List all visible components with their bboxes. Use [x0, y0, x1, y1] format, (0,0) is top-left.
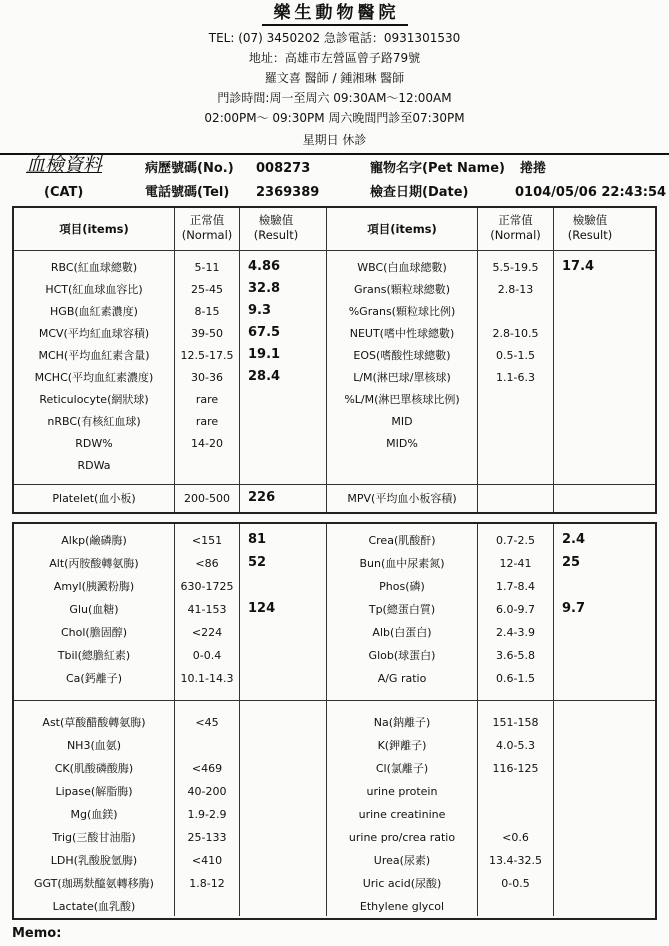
- row-left-result: 4.86: [248, 259, 281, 274]
- tel-value: 2369389: [256, 185, 320, 200]
- row-right-normal: 0-0.5: [501, 877, 530, 890]
- row-left-result: 19.1: [248, 347, 281, 362]
- row-right-item: MID: [391, 415, 413, 428]
- row-right-normal: 1.7-8.4: [496, 580, 535, 593]
- row-left-item: NH3(血氨): [66, 739, 122, 752]
- row-left-normal: 25-45: [191, 283, 223, 296]
- row-left-item: Amyl(胰澱粉脢): [53, 580, 135, 593]
- row-left-normal: 8-15: [194, 305, 220, 318]
- row-right-normal: 2.8-13: [497, 283, 534, 296]
- row-right-item: Grans(顆粒球總數): [353, 283, 451, 296]
- row-left-normal: 1.8-12: [189, 877, 225, 890]
- row-right-item: NEUT(嗜中性球總數): [349, 327, 455, 340]
- row-left-item: Platelet(血小板): [52, 492, 136, 505]
- row-left-item: MCHC(平均血紅素濃度): [34, 371, 154, 384]
- header-row-divider: [14, 250, 655, 251]
- row-right-item: %Grans(顆粒球比例): [348, 305, 456, 318]
- row-left-item: Ast(草酸醋酸轉氨脢): [42, 716, 146, 729]
- row-right-result: 17.4: [562, 259, 595, 274]
- row-right-item: Crea(肌酸酐): [368, 534, 436, 547]
- row-right-normal: 13.4-32.5: [489, 854, 542, 867]
- hospital-address: 地址：高雄市左營區曾子路79號: [248, 51, 421, 65]
- clinic-hours-2: 02:00PM～ 09:30PM 周六晚間門診至07:30PM: [204, 111, 465, 125]
- row-right-normal: 1.1-6.3: [496, 371, 535, 384]
- th-result-right-1: 檢驗值: [572, 213, 608, 227]
- th-normal-right-2: (Normal): [490, 228, 541, 242]
- row-left-normal: <410: [191, 854, 223, 867]
- row-left-normal: <86: [195, 557, 219, 570]
- date-label: 檢查日期(Date): [370, 185, 469, 200]
- row-left-normal: 41-153: [187, 603, 227, 616]
- hospital-phone: TEL: (07) 3450202 急診電話：0931301530: [208, 31, 461, 45]
- row-right-item: EOS(嗜酸性球總數): [353, 349, 451, 362]
- hospital-doctors: 羅文喜 醫師 / 鍾湘琳 醫師: [264, 71, 405, 85]
- row-right-item: Uric acid(尿酸): [362, 877, 442, 890]
- row-right-normal: <0.6: [502, 831, 529, 844]
- row-left-result: 52: [248, 555, 267, 570]
- row-left-normal: <151: [191, 534, 223, 547]
- row-left-item: MCH(平均血紅素含量): [38, 349, 150, 362]
- row-right-item: Phos(磷): [379, 580, 425, 593]
- th-result-left-1: 檢驗值: [258, 213, 294, 227]
- row-right-normal: 116-125: [492, 762, 539, 775]
- row-left-item: Alt(丙胺酸轉氨脢): [49, 557, 139, 570]
- row-right-item: Cl(氯離子): [375, 762, 429, 775]
- th-normal-right-1: 正常值: [498, 213, 533, 227]
- row-left-result: 9.3: [248, 303, 272, 318]
- row-right-item: urine protein: [366, 785, 438, 798]
- row-right-item: Tp(總蛋白質): [368, 603, 436, 616]
- row-right-normal: 12-41: [499, 557, 532, 570]
- row-left-item: HCT(紅血球血容比): [45, 283, 143, 296]
- row-left-item: Chol(膽固醇): [60, 626, 128, 639]
- row-right-item: Ethylene glycol: [359, 900, 445, 913]
- row-left-normal: rare: [195, 415, 219, 428]
- row-left-normal: 10.1-14.3: [180, 672, 234, 685]
- row-left-result: 32.8: [248, 281, 281, 296]
- row-left-normal: 30-36: [191, 371, 223, 384]
- row-right-item: urine pro/crea ratio: [348, 831, 456, 844]
- species-label: (CAT): [44, 185, 84, 200]
- row-left-item: Lactate(血乳酸): [52, 900, 136, 913]
- row-right-normal: 0.5-1.5: [496, 349, 535, 362]
- row-left-result: 81: [248, 532, 267, 547]
- record-no-value: 008273: [256, 161, 311, 176]
- col-divider: [239, 208, 240, 512]
- row-left-item: Trig(三酸甘油脂): [52, 831, 136, 844]
- row-right-normal: 3.6-5.8: [496, 649, 535, 662]
- row-left-result: 226: [248, 490, 276, 505]
- row-left-item: Reticulocyte(網狀球): [39, 393, 149, 406]
- row-left-normal: <224: [191, 626, 223, 639]
- row-left-item: HGB(血紅素濃度): [50, 305, 138, 318]
- row-left-normal: 0-0.4: [192, 649, 222, 662]
- row-left-normal: 1.9-2.9: [187, 808, 227, 821]
- row-right-normal: 0.7-2.5: [496, 534, 535, 547]
- row-right-item: L/M(淋巴球/單核球): [353, 371, 451, 384]
- row-right-item: Urea(尿素): [373, 854, 431, 867]
- row-right-item: A/G ratio: [377, 672, 427, 685]
- row-left-normal: 200-500: [184, 492, 230, 505]
- row-left-item: Mg(血鎂): [70, 808, 118, 821]
- row-right-item: Na(鈉離子): [373, 716, 431, 729]
- row-left-item: nRBC(有核紅血球): [47, 415, 141, 428]
- row-left-item: Alkp(鹼磷脢): [61, 534, 127, 547]
- row-right-normal: 2.8-10.5: [492, 327, 539, 340]
- row-right-item: urine creatinine: [358, 808, 446, 821]
- row-left-result: 28.4: [248, 369, 281, 384]
- row-left-normal: 630-1725: [180, 580, 234, 593]
- row-right-item: Alb(白蛋白): [372, 626, 432, 639]
- record-no-label: 病歷號碼(No.): [145, 161, 234, 176]
- row-left-item: RDW%: [75, 437, 113, 450]
- row-right-result: 2.4: [562, 532, 586, 547]
- pet-name-label: 寵物名字(Pet Name): [370, 161, 505, 176]
- clinic-hours-1: 門診時間:周一至周六 09:30AM～12:00AM: [217, 91, 452, 105]
- th-items-left: 項目(items): [59, 222, 129, 236]
- row-left-item: MCV(平均紅血球容積): [38, 327, 150, 340]
- hospital-name: 樂生動物醫院: [0, 6, 669, 21]
- row-left-item: GGT(珈瑪麩醯氨轉移脢): [34, 877, 154, 890]
- platelet-row-divider: [14, 484, 655, 485]
- row-right-result: 9.7: [562, 601, 586, 616]
- chem-section-divider: [14, 700, 655, 701]
- tel-label: 電話號碼(Tel): [145, 185, 230, 200]
- row-left-item: Ca(鈣離子): [65, 672, 122, 685]
- row-right-normal: 0.6-1.5: [496, 672, 535, 685]
- row-left-item: LDH(乳酸脫氫脢): [50, 854, 138, 867]
- col-divider: [553, 524, 554, 916]
- row-right-item: Glob(球蛋白): [368, 649, 436, 662]
- row-left-normal: <45: [195, 716, 219, 729]
- date-value: 0104/05/06 22:43:54: [515, 185, 667, 200]
- col-divider: [239, 524, 240, 916]
- memo-label: Memo:: [12, 926, 62, 941]
- row-right-item: K(鉀離子): [377, 739, 427, 752]
- row-left-normal: 5-11: [194, 261, 220, 274]
- th-normal-left-1: 正常值: [189, 213, 225, 227]
- row-right-normal: 6.0-9.7: [496, 603, 535, 616]
- th-normal-left-2: (Normal): [181, 228, 233, 242]
- row-left-item: Tbil(總膽紅素): [57, 649, 131, 662]
- row-left-normal: 40-200: [187, 785, 227, 798]
- row-left-normal: 25-133: [187, 831, 227, 844]
- row-right-item: Bun(血中尿素氮): [359, 557, 445, 570]
- col-divider: [553, 208, 554, 512]
- row-left-normal: 12.5-17.5: [180, 349, 234, 362]
- row-left-normal: <469: [191, 762, 223, 775]
- row-right-item: WBC(白血球總數): [357, 261, 447, 274]
- row-right-normal: 2.4-3.9: [496, 626, 535, 639]
- row-right-item: MID%: [386, 437, 418, 450]
- row-left-item: Glu(血糖): [69, 603, 119, 616]
- row-right-normal: 5.5-19.5: [492, 261, 539, 274]
- row-left-result: 67.5: [248, 325, 281, 340]
- row-left-normal: 39-50: [191, 327, 223, 340]
- row-left-item: Lipase(解脂脢): [55, 785, 133, 798]
- pet-name-value: 捲捲: [520, 161, 547, 176]
- row-right-normal: 151-158: [492, 716, 539, 729]
- row-right-normal: 4.0-5.3: [496, 739, 535, 752]
- clinic-hours-3: 星期日 休診: [302, 133, 367, 147]
- row-left-normal: 14-20: [191, 437, 223, 450]
- row-right-item: %L/M(淋巴單核球比例): [344, 393, 460, 406]
- row-right-item: MPV(平均血小板容積): [347, 492, 457, 505]
- row-left-item: RBC(紅血球總數): [50, 261, 138, 274]
- row-left-item: CK(肌酸磷酸脢): [54, 762, 134, 775]
- report-title: 血檢資料: [26, 154, 103, 176]
- th-result-right-2: (Result): [567, 228, 613, 242]
- th-items-right: 項目(items): [367, 222, 437, 236]
- row-left-normal: rare: [195, 393, 219, 406]
- th-result-left-2: (Result): [253, 228, 299, 242]
- row-right-result: 25: [562, 555, 581, 570]
- row-left-result: 124: [248, 601, 276, 616]
- row-left-item: RDWa: [77, 459, 111, 472]
